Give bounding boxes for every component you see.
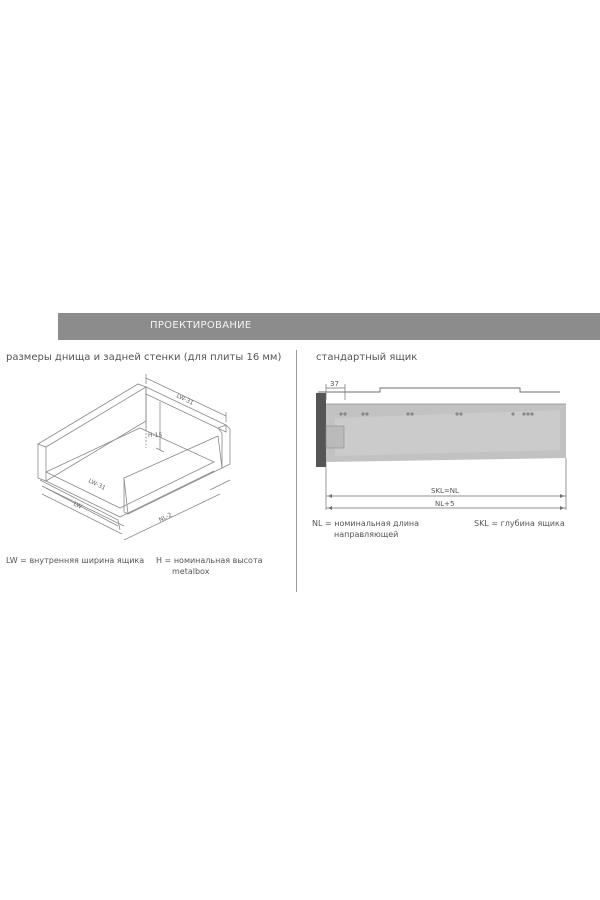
legend-text-cont: направляющей: [334, 530, 399, 539]
label-lw: LW: [72, 500, 84, 511]
legend-text: внутренняя ширина ящика: [29, 556, 145, 565]
section-title: ПРОЕКТИРОВАНИЕ: [150, 320, 252, 331]
legend-text: номинальная длина: [334, 519, 420, 528]
legend-text: глубина ящика: [500, 519, 565, 528]
legend-key: SKL =: [474, 519, 499, 528]
label-nl5: NL+5: [435, 500, 455, 508]
legend-text: номинальная высота: [173, 556, 263, 565]
legend-h: [156, 555, 263, 577]
legend-key: H =: [156, 556, 172, 565]
right-heading: стандартный ящик: [316, 352, 418, 363]
legend-text-cont: metalbox: [172, 567, 210, 576]
legend-key: NL =: [312, 519, 332, 528]
legend-key: LW =: [6, 556, 27, 565]
label-nl2: NL-2: [157, 511, 174, 524]
label-37: 37: [330, 380, 339, 388]
label-lw31-top: LW-31: [175, 392, 195, 407]
left-heading: размеры днища и задней стенки (для плиты 16 мм): [6, 352, 282, 363]
legend-nl: [312, 518, 419, 540]
legend-skl: [474, 518, 565, 529]
legend-lw: [6, 555, 144, 566]
label-lw31-bottom: LW-31: [87, 477, 107, 492]
label-skl-nl: SKL=NL: [431, 487, 459, 495]
label-h15: H-15: [148, 432, 163, 439]
